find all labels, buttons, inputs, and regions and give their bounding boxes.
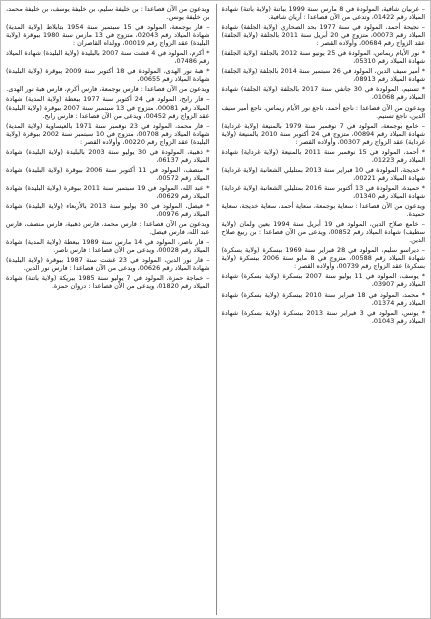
paragraph: * خديجة، المولودة في 10 فبراير سنة 2013 بمتليلي الشعانبة (ولاية غرداية) شهادة الميلاد رقم 00221، [221,165,425,182]
paragraph: * محمد، المولود في 18 فبراير سنة 2010 ببسكرة (ولاية بسكرة) شهادة الميلاد رقم 01374، [221,290,425,307]
paragraph: * أمير سيف الدين، المولود في 26 سبتمبر سنة 2014 بالجلفة (ولاية الجلفة) شهادة الميلاد رقم 08913، [221,67,425,84]
paragraph: * تسنيم، المولودة في 30 جانفي سنة 2017 بالجلفة (ولاية الجلفة) شهادة الميلاد رقم 01068، [221,85,425,102]
paragraph: ويدعون من الآن فصاعدا : فارس بوجمعة، فارس أكرم، فارس هبة نور الهدى. [6,85,210,94]
paragraph: – خامع صلاح الدين، المولود في 19 أبريل سنة 1994 بعين ولمان (ولاية سطيف) شهادة الميلاد رقم 00852، ويدعى من الآن فصاعدا : بن ربيع صلاح الدين. [221,220,425,245]
paragraph: * منصف، المولود في 11 أكتوبر سنة 2006 ببوقرة (ولاية البليدة) شهادة الميلاد رقم 00572، [6,165,210,182]
column-divider [216,4,217,615]
right-column [216,5,426,614]
paragraph: – فار بوجمعة، المولود في 15 سبتمبر سنة 1954 بتابلاط (ولاية المدية) شهادة الميلاد رقم 02043، متزوج في 13 مارس سنة 1980 ببوقرة (ولاية البليدة) عقد الزواج رقم 00019، وولداه القاصران : [6,23,210,48]
paragraph: – فار ناصر، المولود في 14 مارس سنة 1989 ببعطة (ولاية المدية) شهادة الميلاد رقم 00028، ويدعى من الآن فصاعدا : فارس ناصر. [6,238,210,255]
paragraph: ويدعون من الآن فصاعدا : فارس محمد، فارس ذهبية، فارس منصف، فارس عبد الله، فارس فيصل. [6,220,210,237]
paragraph: * أحمد، المولود في 15 نوفمبر سنة 2011 بالمنيعة (ولاية غرداية) شهادة الميلاد رقم 01223، [221,147,425,164]
paragraph: * يونس، المولود في 3 فبراير سنة 2013 ببسكرة (ولاية بسكرة) شهادة الميلاد رقم 01043، [221,308,425,325]
paragraph: – خماجة حمزة، المولود في 7 يوليو سنة 1985 ببريكة (ولاية باتنة) شهادة الميلاد رقم 01820، ويدعى من الآن فصاعدا : دروان حمزة. [6,274,210,291]
paragraph: – ديراسو سليم، المولود في 28 فبراير سنة 1969 ببسكرة (ولاية بسكرة) شهادة الميلاد رقم 00588، متزوج في 8 مايو سنة 2006 ببسكرة (ولاية بسكرة) عقد الزواج رقم 00739، وأولاده القصر : [221,246,425,271]
paragraph: * أكرم، المولود في 4 فشت سنة 2007 بالبليدة (ولاية البليدة) شهادة الميلاد رقم 07486، [6,49,210,66]
paragraph: * نور الأيام ريماس، المولودة في 25 يونيو سنة 2012 بالجلفة (ولاية الجلفة) شهادة الميلاد رقم 05310، [221,49,425,66]
paragraph: * عبد الله، المولود في 19 سبتمبر سنة 2011 ببوقرة (ولاية البليدة) شهادة الميلاد رقم 00629، [6,183,210,200]
paragraph: * فيصل، المولود في 30 يوليو سنة 2013 بالأربعاء (ولاية البليدة) شهادة الميلاد رقم 00976، [6,202,210,219]
paragraph: – عربيان شافية، المولودة في 8 مارس سنة 1999 بباتنة (ولاية باتنة) شهادة الميلاد رقم 01422، وتدعى من الآن فصاعدا : أريان شافية. [221,5,425,22]
paragraph: * حميدة، المولودة في 13 أكتوبر سنة 2016 بمتليلي الشعانبة (ولاية غرداية) شهادة الميلاد رقم 01340، [221,183,425,200]
paragraph: ويدعون من الآن فصاعدا : بن خليفة سليم، بن خليفة يوسف، بن خليفة محمد، بن خليفة يونس. [6,5,210,22]
paragraph: * ذهبية، المولودة في 30 يوليو سنة 2003 بالبليدة (ولاية البليدة) شهادة الميلاد رقم 06137، [6,147,210,164]
paragraph: * هبة نور الهدى، المولودة في 18 أكتوبر سنة 2009 ببوقرة (ولاية البليدة) شهادة الميلاد رقم 00655، [6,67,210,84]
left-column [6,5,216,614]
paragraph: – فار نور الدين، المولود في 23 غشت سنة 1987 ببوقرة (ولاية البليدة) شهادة الميلاد رقم 00626، ويدعى من الآن فصاعدا : فارس نور الدين. [6,256,210,273]
paragraph: * يوسف، المولود في 11 يوليو سنة 2007 ببسكرة (ولاية بسكرة) شهادة الميلاد رقم 03907، [221,272,425,289]
paragraph: – فار رابح، المولود في 24 أكتوبر سنة 1977 ببعطة (ولاية المدية) شهادة الميلاد رقم 00081، متزوج في 13 سبتمبر سنة 2007 ببوقرة (ولاية البليدة) عقد الزواج رقم 00452، ويدعى من الآن فصاعدا : فارس رابح. [6,95,210,120]
paragraph: – نجيحة أحمد، المولود في سنة 1977 بحد الصحاري (ولاية الجلفة) شهادة الميلاد رقم 00073، متزوج في 20 أبريل سنة 2011 بالجلفة (ولاية الجلفة) عقد الزواج رقم 00684، وأولاده القصر : [221,23,425,48]
paragraph: ويدعون من الآن فصاعدا : ناجع أحمد، ناجع نور الأيام ريماس، ناجع أمير سيف الدين، ناجع تسنيم. [221,103,425,120]
paragraph: – خامع بوجمعة، المولود في 7 نوفمبر سنة 1979 بالمنيعة (ولاية غرداية) شهادة الميلاد رقم 00894، متزوج في 24 أكتوبر سنة 2010 بالمنيعة (ولاية غرداية) عقد الزواج رقم 00307، وأولاده القصر : [221,121,425,146]
paragraph: – فار محمد، المولود في 23 نوفمبر سنة 1971 بالعيساوية (ولاية المدية) شهادة الميلاد رقم 00708، متزوج في 10 سبتمبر سنة 2002 ببوقرة (ولاية البليدة) عقد الزواج رقم 00220، وأولاده القصر : [6,121,210,146]
paragraph: ويدعون من الآن فصاعدا : سعاية بوجمعة، سعاية أحمد، سعاية خديجة، سعاية حميدة. [221,202,425,219]
